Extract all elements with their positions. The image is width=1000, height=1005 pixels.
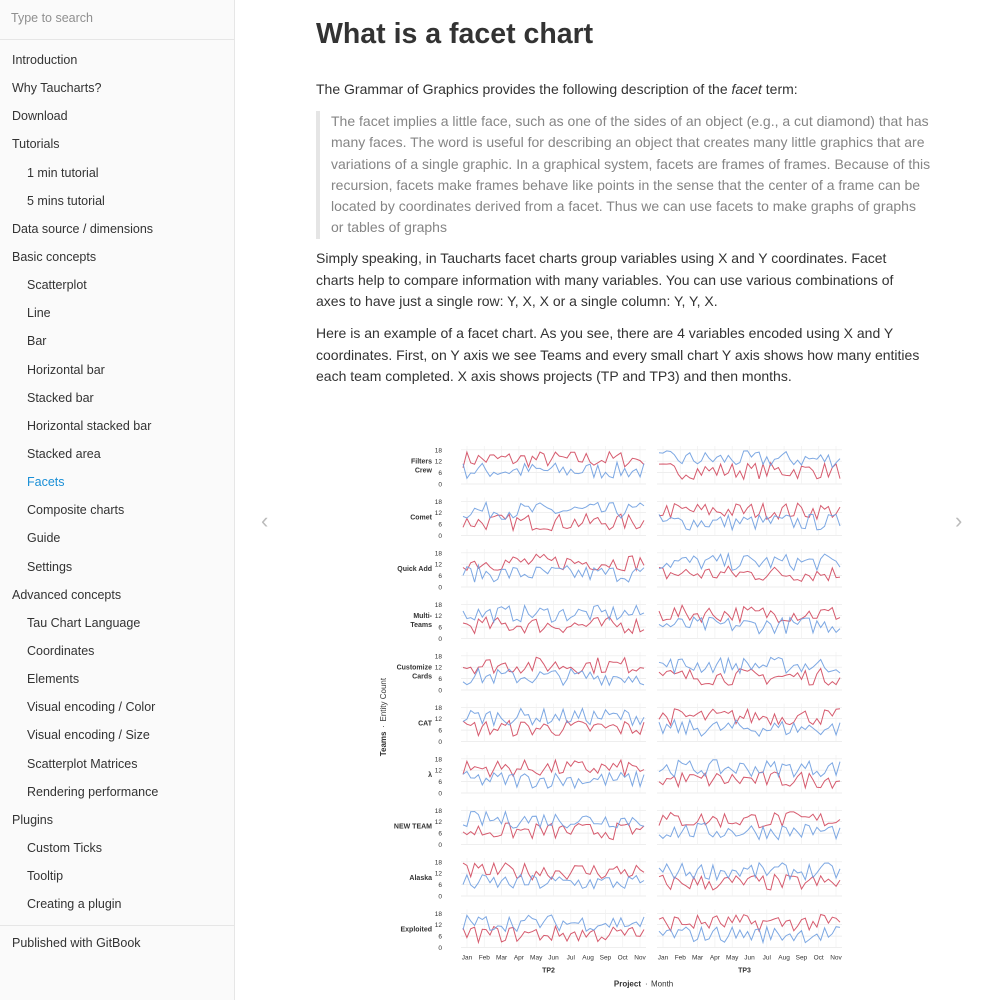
- sidebar-item-5-mins-tutorial[interactable]: 5 mins tutorial: [27, 193, 105, 208]
- sidebar-item-settings[interactable]: Settings: [27, 559, 73, 574]
- x-tick-label: Apr: [513, 954, 524, 962]
- y-tick-label: 0: [438, 687, 442, 695]
- x-tick-label: Feb: [674, 954, 686, 962]
- description-paragraph: Simply speaking, in Taucharts facet charts group variables using X and Y coordinates. Facet charts help to compare information with many variables. You can use various combinations of axes to have just a single row: Y, X, X or a single column: Y, Y, X.: [316, 250, 894, 309]
- x-tick-label: May: [530, 954, 543, 962]
- sidebar-item-1-min-tutorial[interactable]: 1 min tutorial: [27, 165, 99, 180]
- x-tick-label: Mar: [691, 954, 704, 962]
- sidebar-item-tutorials[interactable]: Tutorials: [12, 137, 60, 152]
- x-tick-label: Jun: [548, 954, 559, 962]
- sidebar-item-composite-charts[interactable]: Composite charts: [27, 503, 125, 518]
- y-tick-label: 0: [438, 584, 442, 592]
- x-tick-label: Jul: [566, 954, 575, 962]
- sidebar-item-why-taucharts[interactable]: Why Taucharts?: [12, 81, 102, 96]
- y-tick-label: 12: [434, 510, 442, 518]
- y-tick-label: 12: [434, 819, 442, 827]
- intro-text-end: term:: [761, 81, 798, 97]
- search-input[interactable]: [11, 11, 211, 25]
- y-tick-label: 6: [438, 521, 442, 529]
- x-tick-label: Aug: [778, 954, 790, 962]
- y-tick-label: 12: [434, 664, 442, 672]
- x-tick-label: Nov: [634, 954, 646, 962]
- facet-column-label: TP3: [738, 967, 751, 975]
- x-tick-label: Jan: [657, 954, 669, 962]
- x-tick-label: Jun: [744, 954, 755, 962]
- y-tick-label: 12: [434, 716, 442, 724]
- sidebar-item-stacked-bar[interactable]: Stacked bar: [27, 390, 94, 405]
- facet-row-label: Customize: [396, 664, 432, 672]
- y-tick-label: 0: [438, 893, 442, 901]
- sidebar-item-horizontal-stacked-bar[interactable]: Horizontal stacked bar: [27, 418, 152, 433]
- facet-row-label: Exploited: [400, 926, 432, 934]
- sidebar-item-tooltip[interactable]: Tooltip: [27, 869, 64, 884]
- facet-definition-quote: The facet implies a little face, such as one of the sides of an object (e.g., a cut diamond) that has many faces. The word is useful for describing an object that creates many little graphics that are variations of a single graphic. In a graphical system, facets are frames of frames. Because of this recursion, facets make frames behave like points in the sense that the center of a frame can be located by coordinates derived from a facet. Thus we can use facets to make graphs of graphs or tables of graphs: [316, 111, 931, 239]
- x-tick-label: Apr: [709, 954, 720, 962]
- y-tick-label: 18: [434, 756, 442, 764]
- facet-row-label: λ: [428, 772, 432, 779]
- sidebar-item-horizontal-bar[interactable]: Horizontal bar: [27, 362, 105, 377]
- facet-chart: [375, 436, 855, 1000]
- search-bar: [0, 0, 234, 40]
- y-tick-label: 12: [434, 870, 442, 878]
- sidebar-item-line[interactable]: Line: [27, 306, 51, 321]
- x-axis-facet-title: Project: [613, 979, 641, 989]
- y-tick-label: 6: [438, 933, 442, 941]
- y-tick-label: 12: [434, 922, 442, 930]
- published-with-gitbook-link[interactable]: Published with GitBook: [12, 936, 141, 950]
- y-tick-label: 12: [434, 613, 442, 621]
- example-paragraph: Here is an example of a facet chart. As you see, there are 4 variables encoded using X and Y coordinates. First, on Y axis we see Teams and every small chart Y axis shows how many entities each team completed. X axis shows projects (TP and TP3) and then months.: [316, 325, 920, 384]
- sidebar-item-stacked-area[interactable]: Stacked area: [27, 446, 101, 461]
- sidebar-item-creating-a-plugin[interactable]: Creating a plugin: [27, 897, 122, 912]
- facet-row-label: CAT: [418, 720, 432, 728]
- x-tick-label: Oct: [617, 954, 628, 962]
- sidebar-item-visual-encoding-size[interactable]: Visual encoding / Size: [27, 728, 150, 743]
- sidebar-item-visual-encoding-color[interactable]: Visual encoding / Color: [27, 700, 156, 715]
- y-tick-label: 0: [438, 636, 442, 643]
- sidebar-item-introduction[interactable]: Introduction: [12, 53, 78, 67]
- x-tick-label: Jul: [762, 954, 771, 962]
- y-tick-label: 0: [438, 533, 442, 540]
- facet-row-label: Comet: [410, 514, 432, 522]
- facet-row-label: Multi-: [413, 613, 432, 620]
- y-tick-label: 0: [438, 481, 442, 489]
- y-tick-label: 6: [438, 624, 442, 632]
- y-axis-separator: ·: [379, 725, 388, 728]
- sidebar-item-plugins[interactable]: Plugins: [12, 812, 53, 827]
- facet-chart-svg: [375, 436, 855, 1000]
- y-tick-label: 18: [434, 601, 442, 609]
- y-tick-label: 18: [434, 498, 442, 506]
- sidebar-item-advanced-concepts[interactable]: Advanced concepts: [12, 587, 122, 602]
- sidebar-nav: [0, 46, 234, 918]
- y-tick-label: 18: [434, 550, 442, 558]
- previous-page-arrow-icon[interactable]: ‹: [261, 508, 269, 533]
- y-tick-label: 6: [438, 727, 442, 735]
- facet-row-label: Filters: [410, 458, 432, 466]
- facet-row-label: Quick Add: [397, 566, 432, 573]
- y-tick-label: 18: [434, 859, 442, 867]
- x-tick-label: Sep: [795, 954, 808, 962]
- x-tick-label: Feb: [478, 954, 490, 962]
- y-tick-label: 6: [438, 573, 442, 581]
- sidebar-item-facets[interactable]: Facets: [27, 475, 65, 490]
- x-tick-label: Aug: [582, 954, 594, 962]
- y-tick-label: 18: [434, 704, 442, 712]
- facet-row-label: Cards: [412, 673, 432, 681]
- sidebar-item-basic-concepts[interactable]: Basic concepts: [12, 249, 97, 264]
- x-axis-separator: ·: [645, 979, 648, 989]
- sidebar-item-coordinates[interactable]: Coordinates: [27, 643, 95, 658]
- y-axis-facet-title: Teams: [379, 731, 388, 757]
- facet-row-label: Alaska: [409, 875, 432, 882]
- sidebar-item-elements[interactable]: Elements: [27, 672, 80, 687]
- sidebar-item-rendering-performance[interactable]: Rendering performance: [27, 784, 159, 799]
- sidebar-item-guide[interactable]: Guide: [27, 531, 61, 546]
- page-title: What is a facet chart: [316, 18, 594, 50]
- y-tick-label: 6: [438, 470, 442, 478]
- sidebar-item-scatterplot-matrices[interactable]: Scatterplot Matrices: [27, 756, 138, 771]
- x-axis-title: Month: [651, 979, 674, 989]
- x-tick-label: Jan: [461, 954, 473, 962]
- y-tick-label: 12: [434, 767, 442, 775]
- y-tick-label: 6: [438, 882, 442, 890]
- y-tick-label: 18: [434, 910, 442, 918]
- y-tick-label: 18: [434, 807, 442, 815]
- y-tick-label: 18: [434, 447, 442, 455]
- next-page-arrow-icon[interactable]: ›: [955, 508, 963, 533]
- sidebar-item-download[interactable]: Download: [12, 109, 68, 124]
- x-tick-label: Mar: [495, 954, 508, 962]
- x-tick-label: Sep: [599, 954, 612, 962]
- x-tick-label: Oct: [813, 954, 824, 962]
- facet-row-label: NEW TEAM: [393, 823, 432, 831]
- facet-term: facet: [731, 81, 762, 97]
- y-axis-title: Entity Count: [379, 677, 388, 722]
- y-tick-label: 0: [438, 790, 442, 798]
- facet-row-label: Teams: [410, 622, 432, 629]
- y-tick-label: 0: [438, 842, 442, 849]
- intro-paragraph: [316, 79, 926, 101]
- y-tick-label: 18: [434, 653, 442, 661]
- intro-text: The Grammar of Graphics provides the following description of the: [316, 81, 732, 97]
- facet-row-label: Crew: [414, 467, 432, 475]
- sidebar-divider: [0, 925, 234, 926]
- facet-column-label: TP2: [542, 967, 555, 975]
- sidebar: [0, 0, 235, 1000]
- sidebar-item-scatterplot[interactable]: Scatterplot: [27, 278, 87, 293]
- main-content: [235, 0, 1000, 1000]
- sidebar-item-tau-chart-language[interactable]: Tau Chart Language: [27, 615, 141, 630]
- sidebar-item-custom-ticks[interactable]: Custom Ticks: [27, 840, 103, 855]
- x-tick-label: Nov: [830, 954, 842, 962]
- x-tick-label: May: [726, 954, 739, 962]
- sidebar-item-bar[interactable]: Bar: [27, 334, 47, 349]
- sidebar-item-data-source-dimensions[interactable]: Data source / dimensions: [12, 221, 154, 236]
- y-tick-label: 6: [438, 830, 442, 838]
- y-tick-label: 6: [438, 779, 442, 787]
- y-tick-label: 12: [434, 458, 442, 466]
- y-tick-label: 6: [438, 676, 442, 684]
- y-tick-label: 0: [438, 945, 442, 952]
- y-tick-label: 0: [438, 739, 442, 746]
- y-tick-label: 12: [434, 561, 442, 569]
